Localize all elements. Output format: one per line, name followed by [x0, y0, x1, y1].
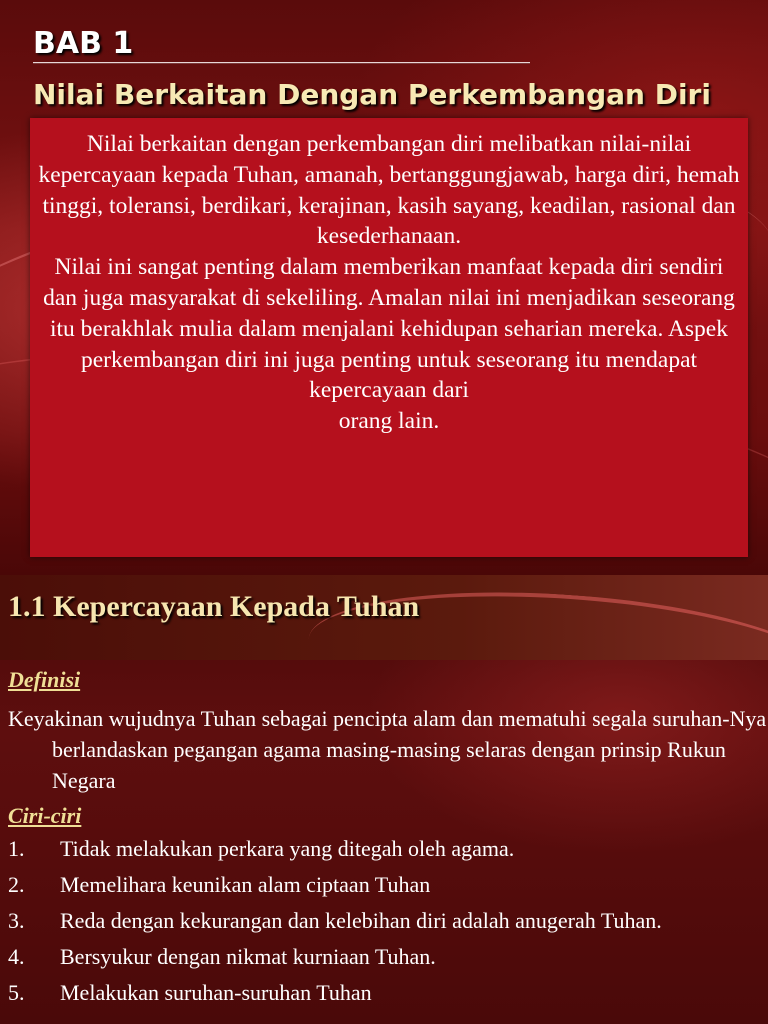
list-number: 4. [8, 944, 25, 969]
paragraph-importance-end: orang lain. [338, 408, 440, 435]
definition-text: Keyakinan wujudnya Tuhan sebagai pencipta alam dan mematuhi segala suruhan-Nya berlandaskan pegangan agama masing-masing selaras dengan prinsip Rukun Negara [8, 706, 767, 793]
list-item [8, 905, 748, 936]
list-text: Reda dengan kekurangan dan kelebihan diri adalah anugerah Tuhan. [60, 908, 662, 933]
paragraph-values-list: Nilai berkaitan dengan perkembangan diri melibatkan nilai-nilai kepercayaan kepada Tuhan, amanah, bertanggungjawab, harga diri, hemah tinggi, toleransi, berdikari, kerajinan, kasih sayang, keadilan, rasional dan kesederhanaan. [38, 131, 740, 250]
features-list [8, 833, 748, 1013]
slide-heading: Nilai Berkaitan Dengan Perkembangan Diri [33, 78, 711, 111]
title-divider [33, 62, 530, 64]
list-text: Melakukan suruhan-suruhan Tuhan [60, 980, 372, 1005]
paragraph-importance-text: Nilai ini sangat penting dalam memberikan manfaat kepada diri sendiri dan juga masyarakat di sekeliling. Amalan nilai ini menjadikan seseorang itu berakhlak mulia dalam menjalani kehidupan seharian mereka. Aspek perkembangan diri ini juga penting untuk seseorang itu mendapat kepercayaan dari [43, 254, 735, 404]
paragraph-importance [38, 252, 740, 437]
definition-label: Definisi [8, 667, 81, 692]
list-text: Bersyukur dengan nikmat kurniaan Tuhan. [60, 944, 436, 969]
list-text: Tidak melakukan perkara yang ditegah oleh agama. [60, 836, 515, 861]
list-number: 5. [8, 980, 25, 1005]
list-item [8, 869, 748, 900]
list-number: 2. [8, 872, 25, 897]
list-item [8, 941, 748, 972]
chapter-title: BAB 1 [33, 26, 134, 61]
slide-2 [0, 575, 768, 1024]
features-label: Ciri-ciri [8, 803, 82, 828]
list-number: 3. [8, 908, 25, 933]
section-heading: 1.1 Kepercayaan Kepada Tuhan [8, 590, 420, 623]
list-item [8, 833, 748, 864]
list-number: 1. [8, 836, 25, 861]
text-box [30, 118, 748, 557]
list-text: Memelihara keunikan alam ciptaan Tuhan [60, 872, 431, 897]
list-item [8, 977, 748, 1008]
slide-2-content [0, 575, 768, 1024]
